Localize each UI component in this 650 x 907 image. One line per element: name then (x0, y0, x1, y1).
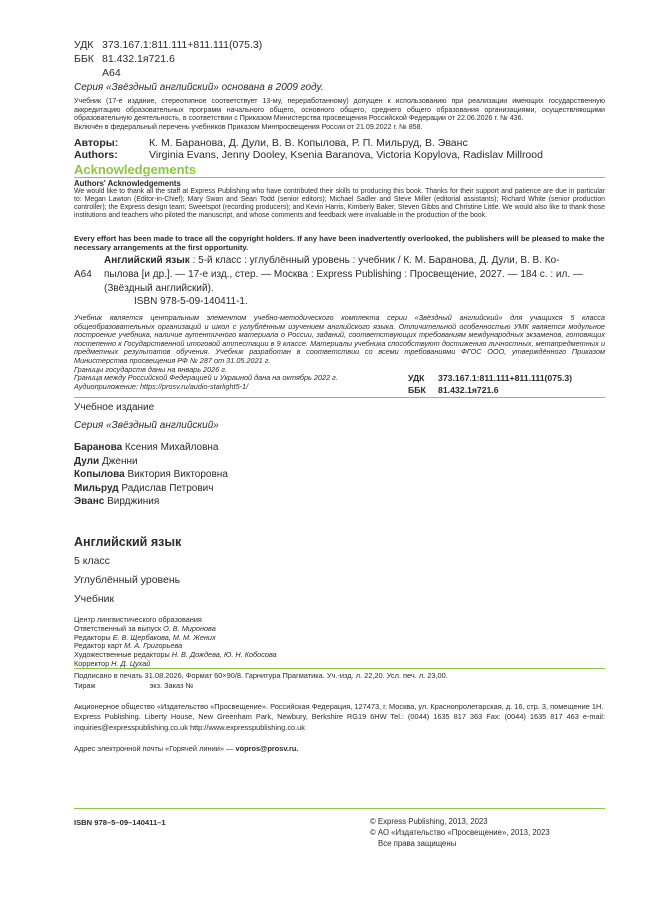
udk-value: 373.167.1:811.111+811.111(075.3) (102, 39, 263, 51)
udk-label: УДК (74, 39, 94, 51)
udk-label: УДК (408, 373, 425, 383)
person-given: Радислав Петрович (118, 482, 214, 494)
person-given: Виктория Викторовна (124, 469, 228, 481)
edition-type: Учебное издание (74, 402, 155, 413)
udk-value: 373.167.1:811.111+811.111(075.3) (438, 373, 573, 383)
publisher-prosv: Акционерное общество «Издательство «Просвещение». Российская Федерация, 127473, г. Москва, ул. Краснопролетарская, д. 16, стр. 3, помещение 1Н. (74, 702, 604, 711)
person-given: Вирджиния (104, 496, 160, 508)
print-data (74, 671, 605, 691)
staff-label: Редакторы (74, 632, 113, 642)
authors-block (74, 137, 543, 161)
person-surname: Мильруд (74, 482, 119, 494)
annotation-text: Учебник является центральным элементом учебно-методического комплекта серии «Звёздный английский» для учащихся 5 класса общеобразовательных организаций и школ с углублённым изучением английского языка. Отличительной особенностью УМК является модульное построение учебника, наличие аутентичного материала о России, заданий, соответствующих требованиям международных экзаменов, готовящих постепенно к Государственной итоговой аттестации в 9 классе. Материалы учебника способствуют достижению личностных, метапредметных и предметных результатов обучения. Учебник разработан в соответствии со всеми требованиями ФГОС ООО, утверждённого Приказом Министерства просвещения РФ № 287 от 31.05.2021 г. (74, 313, 605, 365)
rights-reserved: Все права защищены (378, 839, 457, 848)
person-given: Дженни (99, 455, 138, 467)
footer-isbn: ISBN 978–5–09–140411–1 (74, 818, 166, 827)
series-name: Серия «Звёздный английский» (74, 420, 219, 431)
authors-ru-names: К. М. Баранова, Д. Дули, В. В. Копылова, Р. П. Мильруд, В. Эванс (149, 137, 468, 149)
udk-top-block (74, 38, 262, 80)
hotline-label: Адрес электронной почты «Горячей линии» — (74, 744, 236, 753)
federal-list-text: Включён в федеральный перечень учебников Приказом Минпросвещения России от 21.09.2022 г. № 858. (74, 122, 423, 131)
grade: 5 класс (74, 555, 110, 567)
annotation-line: Аудиоприложение: https://prosv.ru/audio-starlight5-1/ (74, 381, 249, 391)
person-surname: Эванс (74, 496, 105, 508)
authors-en-label: Authors: (74, 149, 118, 161)
bbk-value: 81.432.1я721.6 (102, 53, 175, 65)
staff-name: Е. В. Щербакова, М. М. Жених (112, 632, 216, 642)
person-surname: Баранова (74, 442, 123, 453)
print-copies-label: экз. Заказ № (149, 681, 194, 691)
biblio-title: Английский язык (104, 255, 190, 266)
staff-label: Ответственный за выпуск (74, 623, 164, 633)
copyright-line: © АО «Издательство «Просвещение», 2013, 2023 (370, 828, 550, 837)
approval-text: Учебник (17-е издание, стереотипное соответствует 13-му, переработанному) допущен к использованию при реализации имеющих государственную аккредитацию образовательных программ начального общего, основного общего, среднего общего образования организациями, осуществляющими образовательную деятельность, в соответствии с Приказом Министерства просвещения Российской Федерации от 22.06.2026 г. № 436. (74, 97, 605, 123)
authors-en-names: Virginia Evans, Jenny Dooley, Ksenia Baranova, Victoria Kopylova, Radislav Millrood (149, 149, 543, 161)
person-surname: Копылова (74, 469, 125, 481)
biblio-line-2: пылова [и др.]. — 17-е изд., стер. — Москва : Express Publishing : Просвещение, 2027. — 184 с. : ил. — (104, 268, 583, 280)
copyright-line: © Express Publishing, 2013, 2023 (370, 817, 488, 826)
staff-name: Н. Д. Цухай (111, 658, 151, 668)
print-run-label: Тираж (74, 681, 96, 691)
udk-right-block (408, 373, 572, 396)
staff-center: Центр лингвистического образования (74, 615, 202, 624)
bbk-label: ББК (408, 384, 426, 395)
person-row (74, 455, 228, 469)
staff-label: Корректор (74, 658, 112, 668)
biblio-isbn: ISBN 978-5-09-140411-1. (134, 296, 248, 308)
hotline-email: vopros@prosv.ru. (235, 744, 299, 753)
acknowledgements-divider (74, 177, 605, 178)
staff-name: М. А. Григорьева (124, 641, 183, 651)
person-row (74, 468, 228, 482)
biblio-line-3: (Звёздный английский). (104, 282, 214, 294)
series-note: Серия «Звёздный английский» основана в 2009 году. (74, 82, 324, 93)
publisher-info (74, 702, 605, 733)
staff-name: Н. В. Дождева, Ю. Н. Кобосова (171, 650, 277, 660)
biblio-line-1: : 5-й класс : углублённый уровень : учебник / К. М. Баранова, Д. Дули, В. В. Ко- (189, 255, 560, 266)
bibliographic-record (74, 254, 605, 309)
bbk-label: ББК (74, 53, 94, 65)
person-surname: Дули (74, 455, 100, 467)
person-row (74, 495, 228, 509)
level: Углублённый уровень (74, 574, 181, 586)
biblio-code: А64 (74, 268, 92, 280)
copyright-note: Every effort has been made to trace all the copyright holders. If any have been inadvertently overlooked, the publishers will be pleased to make the necessary arrangements at the first opportunity. (74, 234, 605, 252)
acknowledgements-text: We would like to thank all the staff at Express Publishing who have contributed their skills to producing this book. Thanks for their support and patience are due in particular to: Megan Lawton (Editor-in-Chief); Mary Swan and Sean Todd (senior editors); Michael Sadler and Steve Miller (editorial assistants); Richard White (senior production controller); the Express design team; Sweetspot (recording producers); and Kevin Harris, Kimberly Baker, Steven Gibbs and Christine Little. We would also like to thank those institutions and teachers who piloted the manuscript, and whose comments and feedback were invaluable in the production of the book. (74, 188, 605, 220)
section-divider (74, 668, 605, 669)
book-kind: Учебник (74, 593, 115, 605)
person-given: Ксения Михайловна (122, 442, 219, 453)
copyright-block (370, 816, 550, 849)
annotation-line: Граница между Российской Федерацией и Украиной дана на октябрь 2022 г. (74, 373, 338, 383)
approval-block (74, 97, 605, 131)
acknowledgements-title: Acknowledgements (74, 162, 197, 177)
acknowledgements-subtitle: Authors' Acknowledgements (74, 179, 181, 188)
staff-label: Редактор карт (74, 641, 125, 651)
staff-name: О. В. Миронова (163, 623, 216, 633)
authors-list (74, 441, 228, 509)
staff-label: Художественные редакторы (74, 650, 172, 660)
print-signed: Подписано в печать 31.08.2026. Формат 60×90/8. Гарнитура Прагматика. Уч.-изд. л. 22,20. Усл. печ. л. 23,00. (74, 671, 448, 680)
bbk-value: 81.432.1я721.6 (438, 384, 499, 395)
author-mark: А64 (102, 67, 121, 79)
person-row (74, 441, 228, 455)
person-row (74, 482, 228, 496)
footer-divider (74, 808, 605, 809)
section-divider (74, 397, 605, 398)
hotline (74, 744, 298, 753)
authors-ru-label: Авторы: (74, 137, 119, 149)
publisher-express: Express Publishing. Liberty House, New Greenham Park, Newbury, Berkshire RG19 6HW Tel.: (0044) 1635 817 363 Fax: (0044) 1635 817 463 e-mail: inquiries@expresspublishing.co.uk http://www.expresspublishing.co.uk (74, 712, 605, 732)
book-title: Английский язык (74, 535, 182, 549)
annotation-line: Границы государств даны на январь 2026 г. (74, 364, 227, 374)
staff-credits (74, 616, 277, 669)
